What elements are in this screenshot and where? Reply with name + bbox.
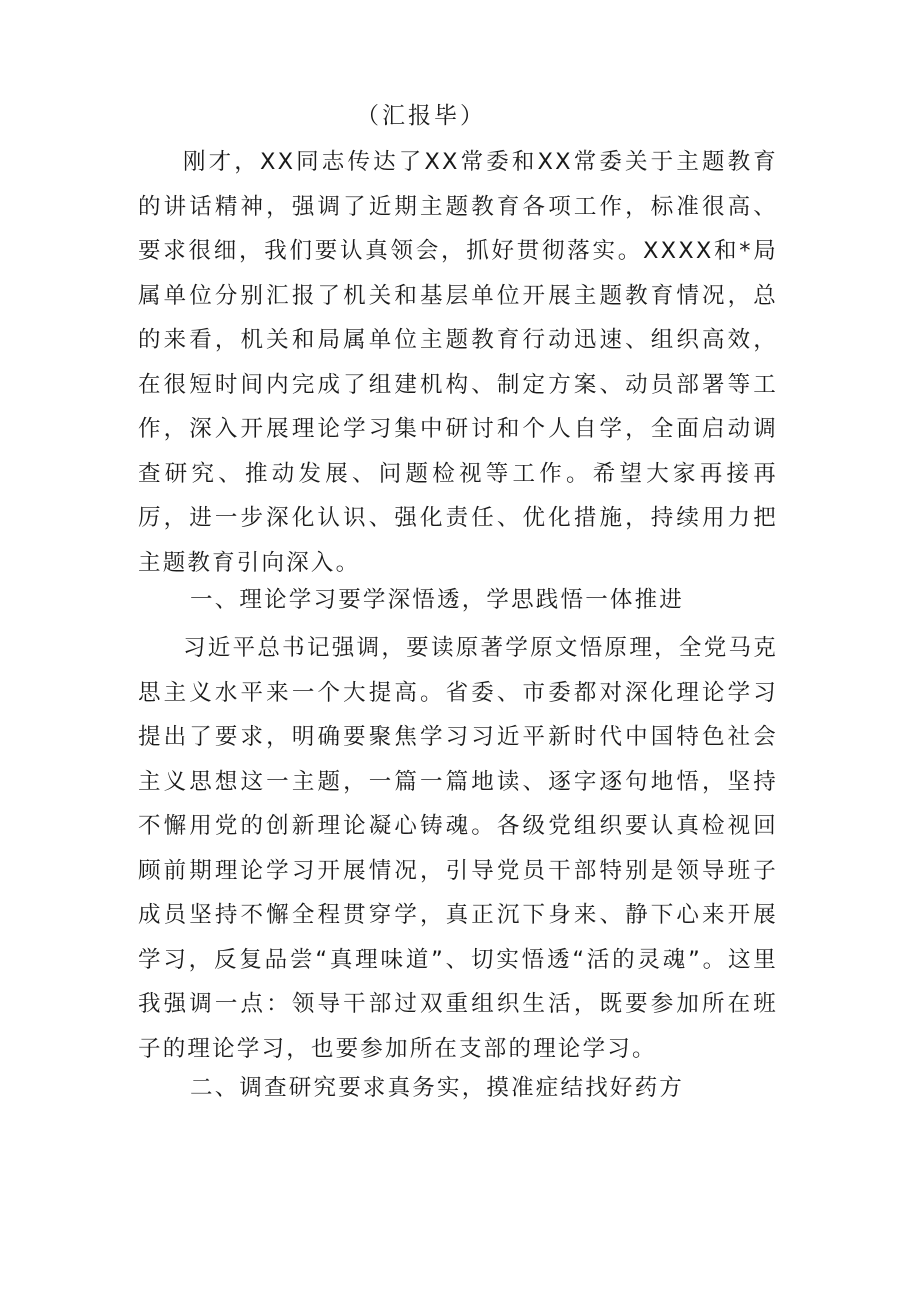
- section-heading: 二、调查研究要求真务实，摸准症结找好药方: [190, 1075, 685, 1101]
- report-end-note: （汇报毕）: [356, 103, 486, 129]
- section-heading: 一、理论学习要学深悟透，学思践悟一体推进: [190, 587, 685, 613]
- body-paragraph: 刚才，XX同志传达了XX常委和XX常委关于主题教育的讲话精神，强调了近期主题教育各项工作，标准很高、要求很细，我们要认真领会，抓好贯彻落实。XXXX和*局属单位分别汇报了机关和基层单位开展主题教育情况，总的来看，机关和局属单位主题教育行动迅速、组织高效，在很短时间内完成了组建机构、制定方案、动员部署等工作，深入开展理论学习集中研讨和个人自学，全面启动调查研究、推动发展、问题检视等工作。希望大家再接再厉，进一步深化认识、强化责任、优化措施，持续用力把主题教育引向深入。: [138, 149, 778, 576]
- body-paragraph: 习近平总书记强调，要读原著学原文悟原理，全党马克思主义水平来一个大提高。省委、市委都对深化理论学习提出了要求，明确要聚焦学习习近平新时代中国特色社会主义思想这一主题，一篇一篇地读、逐字逐句地悟，坚持不懈用党的创新理论凝心铸魂。各级党组织要认真检视回顾前期理论学习开展情况，引导党员干部特别是领导班子成员坚持不懈全程贯穿学，真正沉下身来、静下心来开展学习，反复品尝“真理味道”、切实悟透“活的灵魂”。这里我强调一点：领导干部过双重组织生活，既要参加所在班子的理论学习，也要参加所在支部的理论学习。: [138, 635, 778, 1062]
